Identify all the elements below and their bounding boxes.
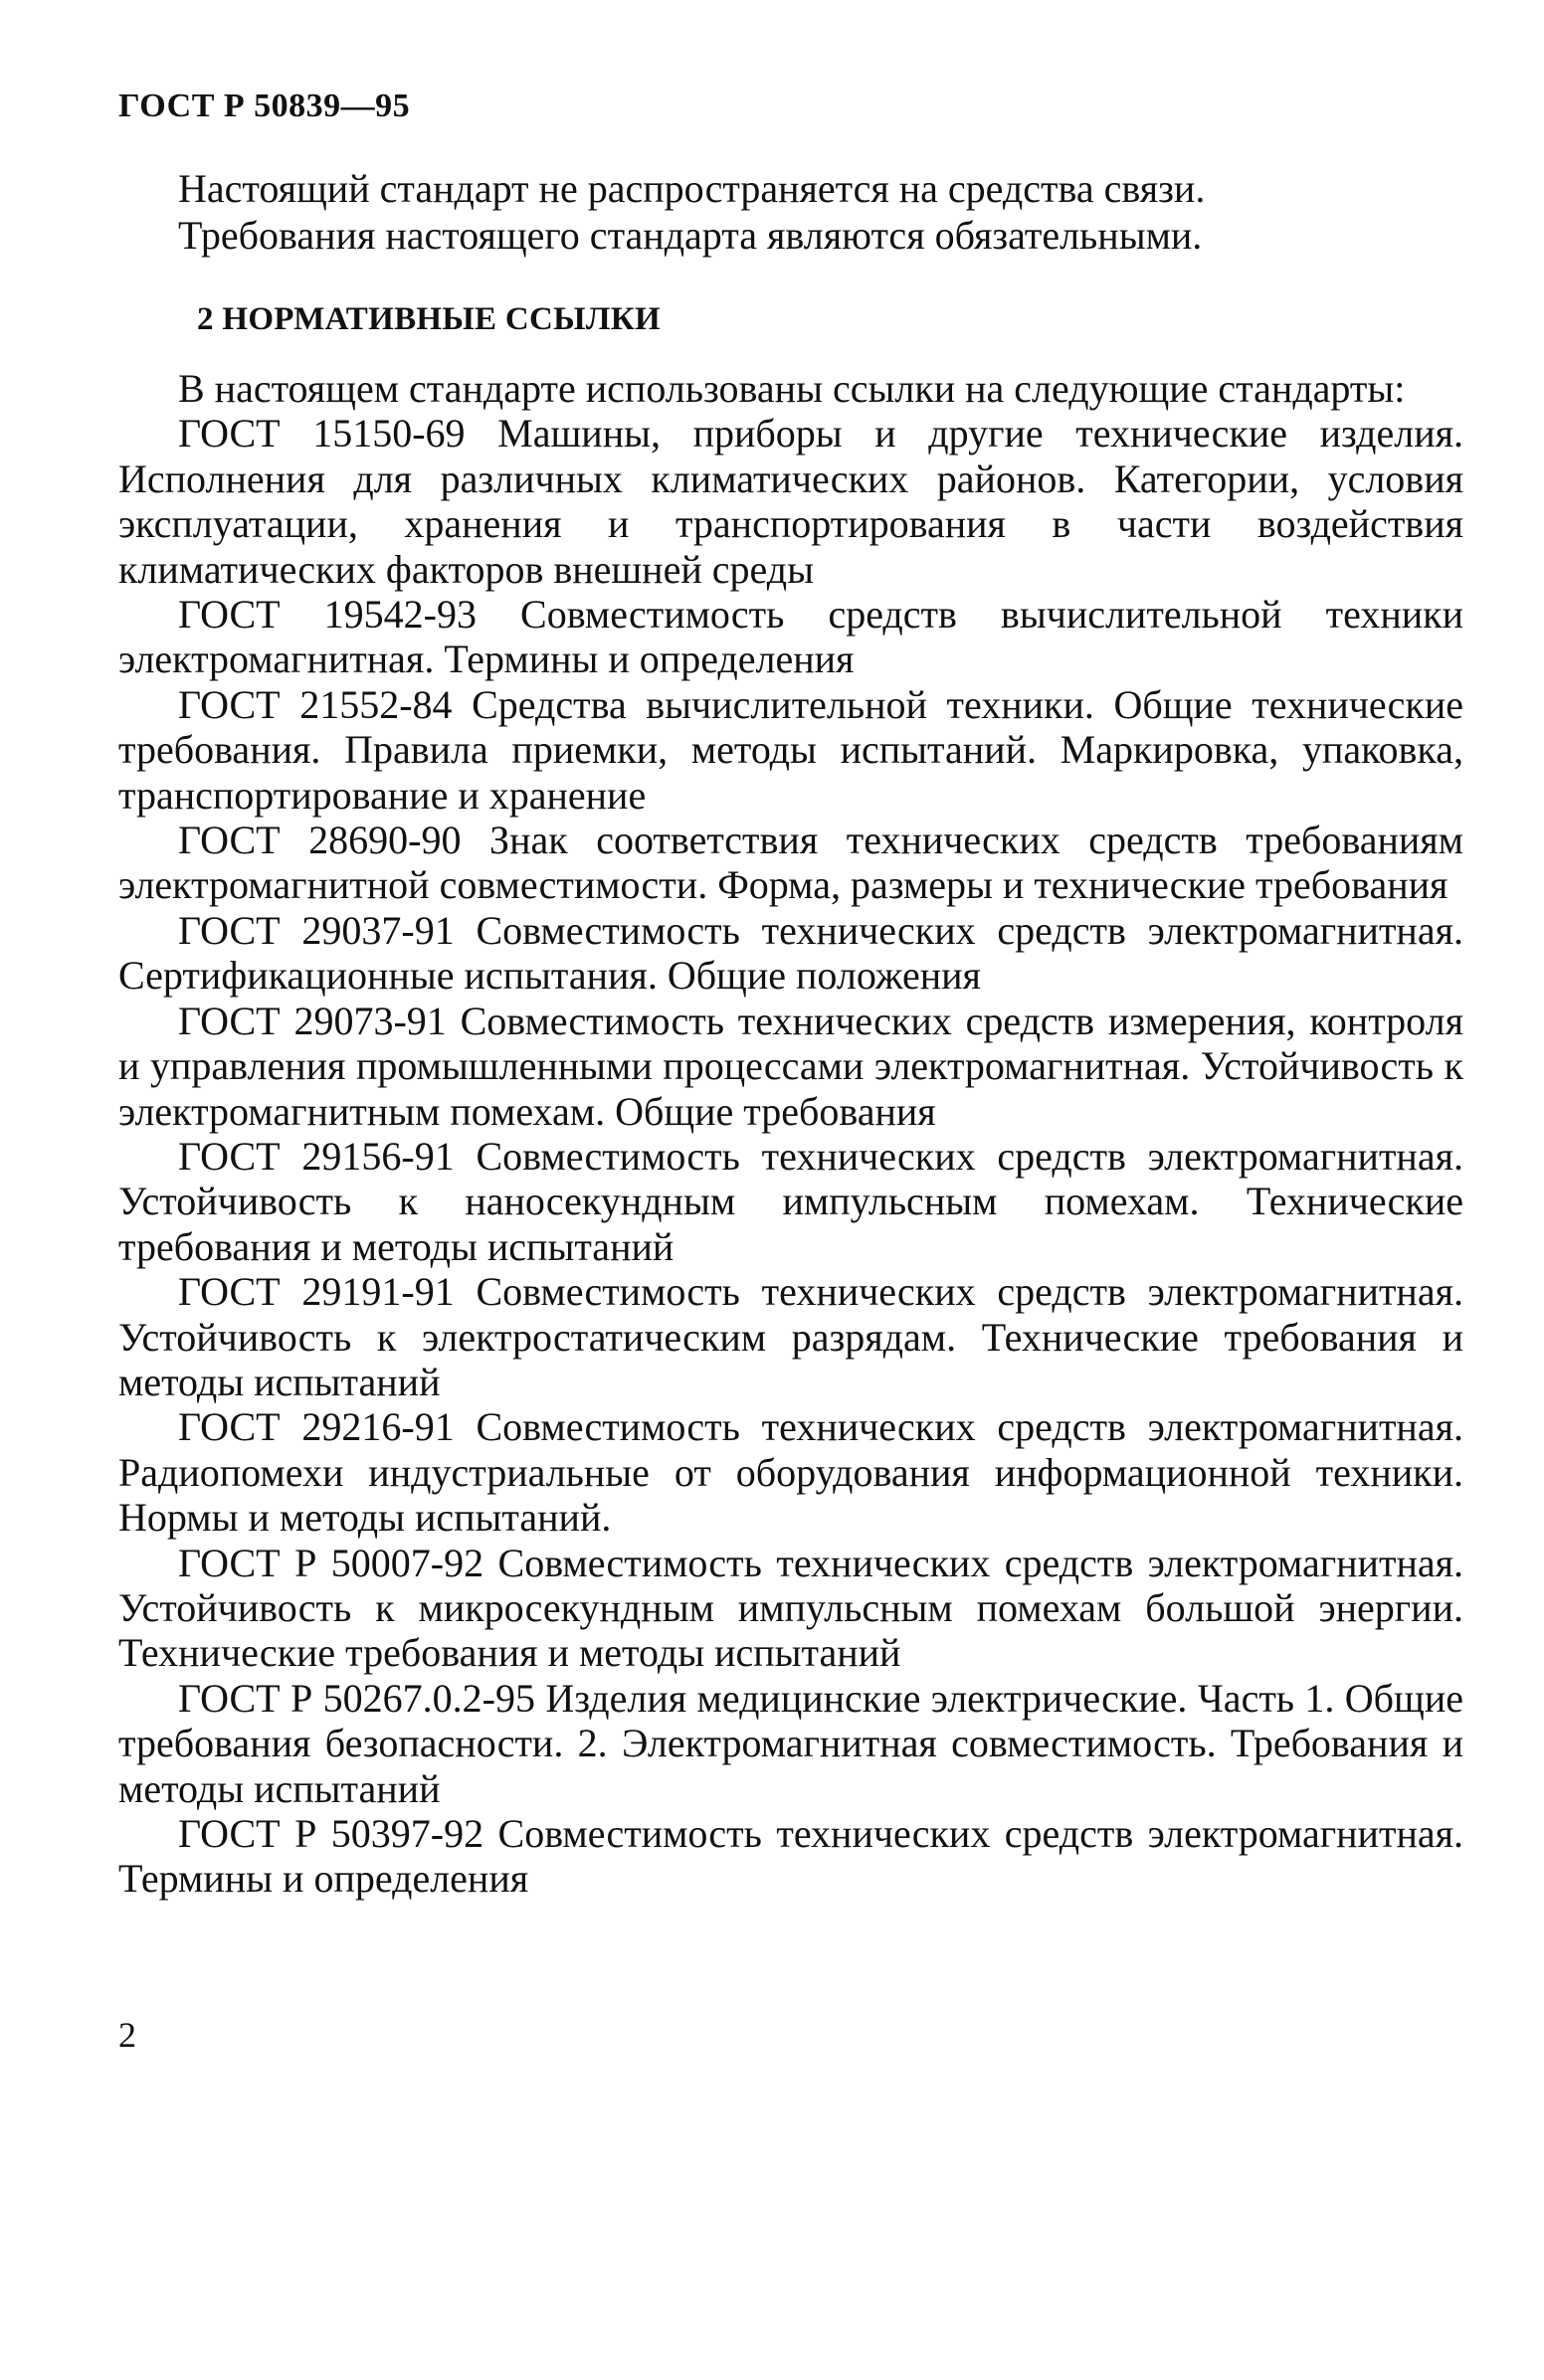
reference-item: ГОСТ Р 50007-92 Совместимость технических средств электромагнитная. Устойчивость к микросекундным импульсным помехам большой энергии. Технические требования и методы испытаний <box>118 1540 1463 1676</box>
reference-item: ГОСТ 29156-91 Совместимость технических средств электромагнитная. Устойчивость к наносекундным импульсным помехам. Технические требования и методы испытаний <box>118 1133 1463 1269</box>
reference-item: ГОСТ Р 50267.0.2-95 Изделия медицинские электрические. Часть 1. Общие требования безопасности. 2. Электромагнитная совместимость. Требования и методы испытаний <box>118 1675 1463 1811</box>
page-number: 2 <box>118 2015 136 2055</box>
reference-item: ГОСТ 15150-69 Машины, приборы и другие технические изделия. Исполнения для различных климатических районов. Категории, условия эксплуатации, хранения и транспортирования в части воздействия климатических факторов внешней среды <box>118 411 1463 592</box>
intro-block <box>118 165 1463 259</box>
section-title: 2 НОРМАТИВНЫЕ ССЫЛКИ <box>197 301 661 337</box>
intro-paragraph: Требования настоящего стандарта являются обязательными. <box>178 213 1203 258</box>
reference-item: ГОСТ 29191-91 Совместимость технических средств электромагнитная. Устойчивость к электростатическим разрядам. Технические требования и методы испытаний <box>118 1269 1463 1404</box>
intro-paragraph: Настоящий стандарт не распространяется на средства связи. <box>178 166 1206 211</box>
reference-item: ГОСТ 29037-91 Совместимость технических средств электромагнитная. Сертификационные испытания. Общие положения <box>118 907 1463 999</box>
reference-item: ГОСТ 19542-93 Совместимость средств вычислительной техники электромагнитная. Термины и определения <box>118 592 1463 682</box>
reference-item: ГОСТ 28690-90 Знак соответствия технических средств требованиям электромагнитной совместимости. Форма, размеры и технические требования <box>118 818 1463 908</box>
reference-item: ГОСТ Р 50397-92 Совместимость технических средств электромагнитная. Термины и определения <box>118 1811 1463 1902</box>
reference-item: ГОСТ 29073-91 Совместимость технических средств измерения, контроля и управления промышленными процессами электромагнитная. Устойчивость к электромагнитным помехам. Общие требования <box>118 998 1463 1134</box>
references-block <box>118 366 1463 1902</box>
reference-item: ГОСТ 29216-91 Совместимость технических средств электромагнитная. Радиопомехи индустриальные от оборудования информационной техники. Нормы и методы испытаний. <box>118 1404 1463 1541</box>
reference-item: ГОСТ 21552-84 Средства вычислительной техники. Общие технические требования. Правила приемки, методы испытаний. Маркировка, упаковка, транспортирование и хранение <box>118 681 1463 818</box>
document-header: ГОСТ Р 50839—95 <box>118 88 411 124</box>
references-lead: В настоящем стандарте использованы ссылки на следующие стандарты: <box>178 366 1406 411</box>
